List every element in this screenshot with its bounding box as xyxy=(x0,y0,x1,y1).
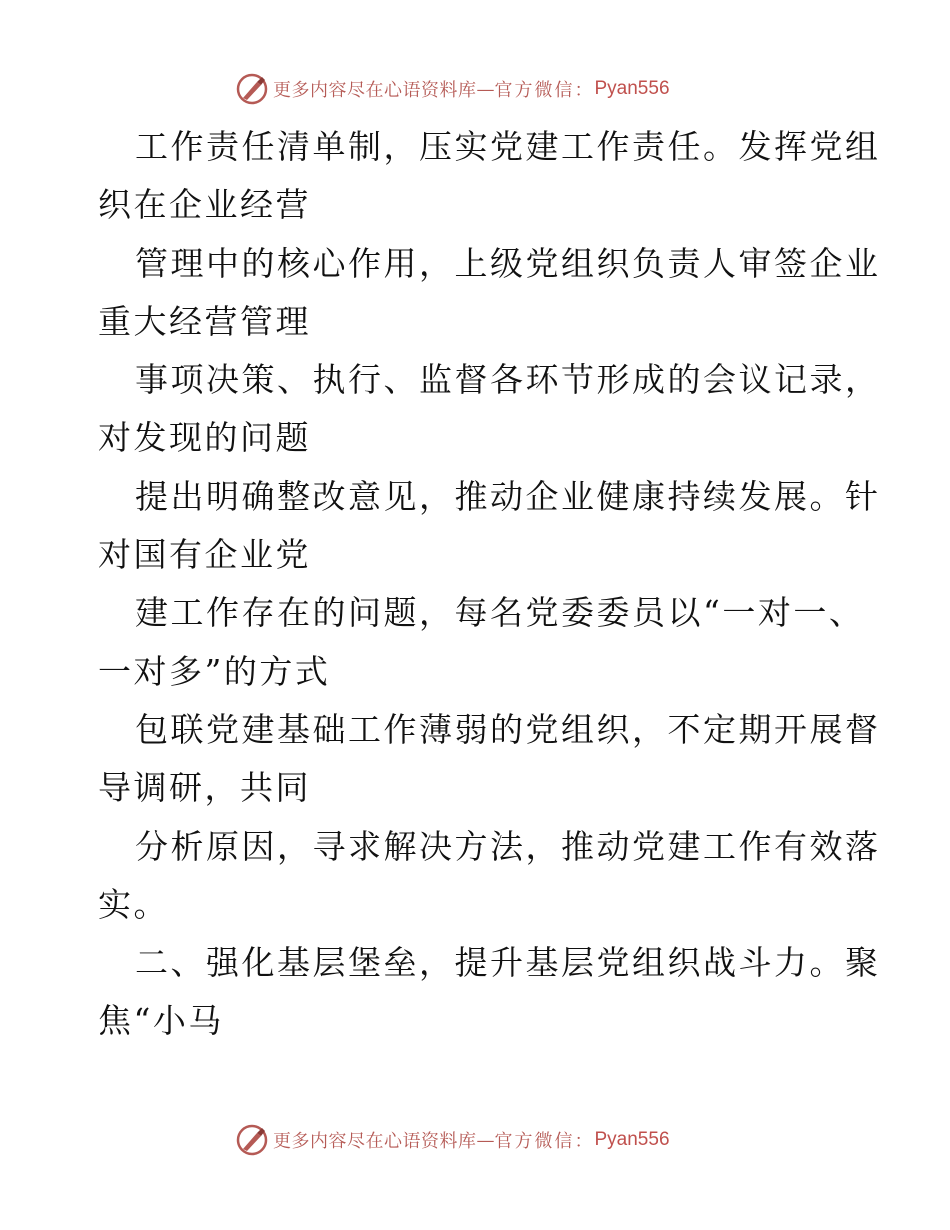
watermark-wechat-id: Pyan556 xyxy=(594,1129,670,1150)
document-body xyxy=(98,118,881,1051)
text-line: 实。 xyxy=(98,884,169,924)
text-line: 管理中的核心作用，上级党组织负责人审签企业 xyxy=(135,243,881,283)
text-line: 重大经营管理 xyxy=(98,301,311,341)
footer-watermark xyxy=(235,1123,670,1157)
pen-logo-icon xyxy=(235,72,269,106)
watermark-wechat-label: 官方微信： xyxy=(494,1131,595,1152)
text-line: 对国有企业党 xyxy=(98,535,311,575)
watermark-dash: — xyxy=(476,1129,495,1151)
text-line: 建工作存在的问题，每名党委委员以“一对一、 xyxy=(135,593,865,633)
watermark-wechat-label: 官方微信： xyxy=(494,80,595,101)
text-line: 二、强化基层堡垒，提升基层党组织战斗力。聚 xyxy=(135,943,881,983)
watermark-wechat-id: Pyan556 xyxy=(594,78,670,99)
watermark-text: 更多内容尽在心语资料库 xyxy=(273,80,477,101)
text-line: 织在企业经营 xyxy=(98,185,311,225)
text-line: 对发现的问题 xyxy=(98,418,311,458)
watermark-dash: — xyxy=(476,78,495,100)
text-line: 焦“小马 xyxy=(98,1001,224,1041)
pen-logo-icon xyxy=(235,1123,269,1157)
text-line: 分析原因，寻求解决方法，推动党建工作有效落 xyxy=(135,826,881,866)
text-line: 事项决策、执行、监督各环节形成的会议记录， xyxy=(135,360,881,400)
text-line: 导调研，共同 xyxy=(98,768,311,808)
text-line: 一对多”的方式 xyxy=(98,651,331,691)
text-line: 包联党建基础工作薄弱的党组织，不定期开展督 xyxy=(135,709,881,749)
text-line: 提出明确整改意见，推动企业健康持续发展。针 xyxy=(135,476,881,516)
header-watermark xyxy=(235,72,670,106)
watermark-text: 更多内容尽在心语资料库 xyxy=(273,1131,477,1152)
text-line: 工作责任清单制，压实党建工作责任。发挥党组 xyxy=(135,127,881,166)
